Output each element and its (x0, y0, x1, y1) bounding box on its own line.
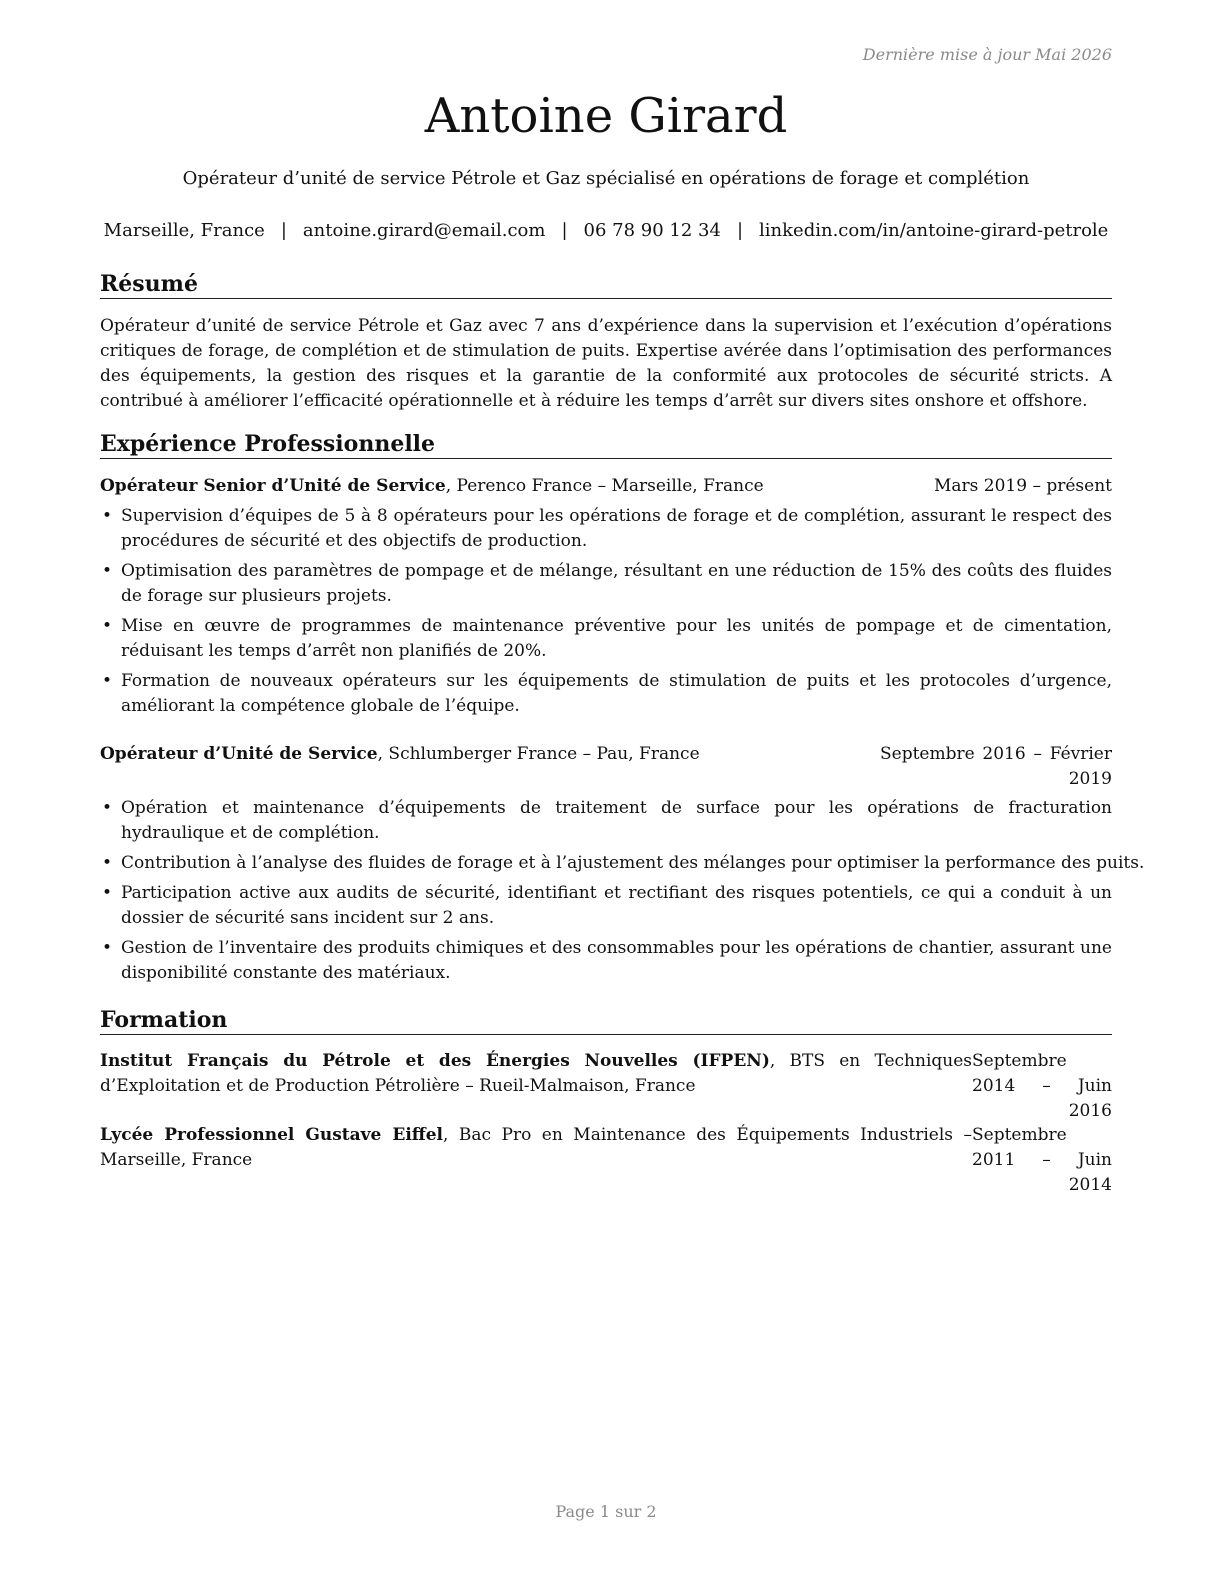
job-header (100, 474, 1112, 499)
bullet-icon: • (102, 883, 113, 903)
bullet-text: Mise en œuvre de programmes de maintenance préventive pour les unités de pompage et de cimentation, réduisant les temps d’arrêt non planifiés de 20%. (121, 616, 1112, 661)
education-detail: , BTS en Techniques d’Exploitation et de Production Pétrolière – Rueil-Malmaison, France (100, 1051, 972, 1096)
education-dates: Septembre 2014 – Juin 2016 (972, 1051, 1112, 1121)
bullet-text: Opération et maintenance d’équipements de traitement de surface pour les opérations de fracturation hydraulique et de complétion. (121, 798, 1112, 843)
bullet-text: Gestion de l’inventaire des produits chimiques et des consommables pour les opérations de chantier, assurant une disponibilité constante des matériaux. (121, 938, 1112, 983)
bullet-text: Participation active aux audits de sécurité, identifiant et rectifiant des risques potentiels, ce qui a conduit à un dossier de sécurité sans incident sur 2 ans. (121, 883, 1112, 928)
education-entry (100, 1123, 1112, 1195)
list-item (100, 796, 1112, 846)
section-title-summary: Résumé (100, 270, 1112, 299)
contact-line (100, 219, 1112, 243)
education-school: Institut Français du Pétrole et des Énergies Nouvelles (IFPEN) (100, 1051, 770, 1071)
contact-separator: | (561, 220, 568, 241)
list-item (100, 669, 1112, 719)
bullet-text: Formation de nouveaux opérateurs sur les équipements de stimulation de puits et les protocoles d’urgence, améliorant la compétence globale de l’équipe. (121, 671, 1112, 716)
education-school: Lycée Professionnel Gustave Eiffel (100, 1125, 443, 1145)
job-header (100, 742, 1112, 792)
list-item (100, 559, 1112, 609)
list-item (100, 504, 1112, 554)
job-bullets (100, 504, 1112, 724)
education-description (100, 1049, 972, 1099)
education-entry (100, 1049, 1112, 1121)
education-description (100, 1123, 972, 1173)
bullet-icon: • (102, 616, 113, 636)
bullet-icon: • (102, 938, 113, 958)
job-company: , Perenco France – Marseille, France (445, 476, 764, 496)
contact-email[interactable]: antoine.girard@email.com (302, 220, 546, 241)
contact-location: Marseille, France (103, 220, 265, 241)
page-number: Page 1 sur 2 (555, 1502, 657, 1521)
bullet-text: Contribution à l’analyse des fluides de forage et à l’ajustement des mélanges pour optimiser la performance des puits. (121, 853, 1145, 873)
list-item (100, 936, 1112, 986)
job-dates: Mars 2019 – présent (933, 476, 1112, 496)
contact-linkedin[interactable]: linkedin.com/in/antoine-girard-petrole (759, 220, 1109, 241)
job-title: Opérateur Senior d’Unité de Service (100, 476, 446, 496)
contact-phone: 06 78 90 12 34 (583, 220, 721, 241)
candidate-name: Antoine Girard (424, 88, 788, 144)
education-dates: Septembre 2011 – Juin 2014 (972, 1125, 1112, 1195)
bullet-icon: • (102, 506, 113, 526)
section-title-education: Formation (100, 1006, 1112, 1035)
list-item (100, 881, 1112, 931)
bullet-text: Supervision d’équipes de 5 à 8 opérateurs pour les opérations de forage et de complétion, assurant le respect des procédures de sécurité et des objectifs de production. (121, 506, 1112, 551)
resume-page (100, 0, 1145, 1584)
bullet-icon: • (102, 561, 113, 581)
summary-text: Opérateur d’unité de service Pétrole et Gaz avec 7 ans d’expérience dans la supervision et l’exécution d’opérations critiques de forage, de complétion et de stimulation de puits. Expertise avérée dans l’optimisation des performances des équipements, la gestion des risques et la garantie de la conformité aux protocoles de sécurité stricts. A contribué à améliorer l’efficacité opérationnelle et à réduire les temps d’arrêt sur divers sites onshore et offshore. (100, 316, 1112, 411)
job-dates: Septembre 2016 – Février 2019 (880, 744, 1112, 789)
education-detail: , Bac Pro en Maintenance des Équipements Industriels – Marseille, France (100, 1125, 972, 1170)
job-bullets (100, 796, 1145, 991)
bullet-text: Optimisation des paramètres de pompage et de mélange, résultant en une réduction de 15% des coûts des fluides de forage sur plusieurs projets. (121, 561, 1112, 606)
list-item (100, 614, 1112, 664)
bullet-icon: • (102, 853, 113, 873)
section-title-experience: Expérience Professionnelle (100, 430, 1112, 459)
bullet-icon: • (102, 798, 113, 818)
list-item (100, 851, 1145, 876)
tagline: Opérateur d’unité de service Pétrole et Gaz spécialisé en opérations de forage et complétion (182, 168, 1030, 189)
bullet-icon: • (102, 671, 113, 691)
job-company: , Schlumberger France – Pau, France (377, 744, 700, 764)
job-title: Opérateur d’Unité de Service (100, 744, 378, 764)
contact-separator: | (736, 220, 744, 241)
contact-separator: | (280, 220, 287, 241)
last-updated: Dernière mise à jour Mai 2026 (862, 45, 1112, 64)
